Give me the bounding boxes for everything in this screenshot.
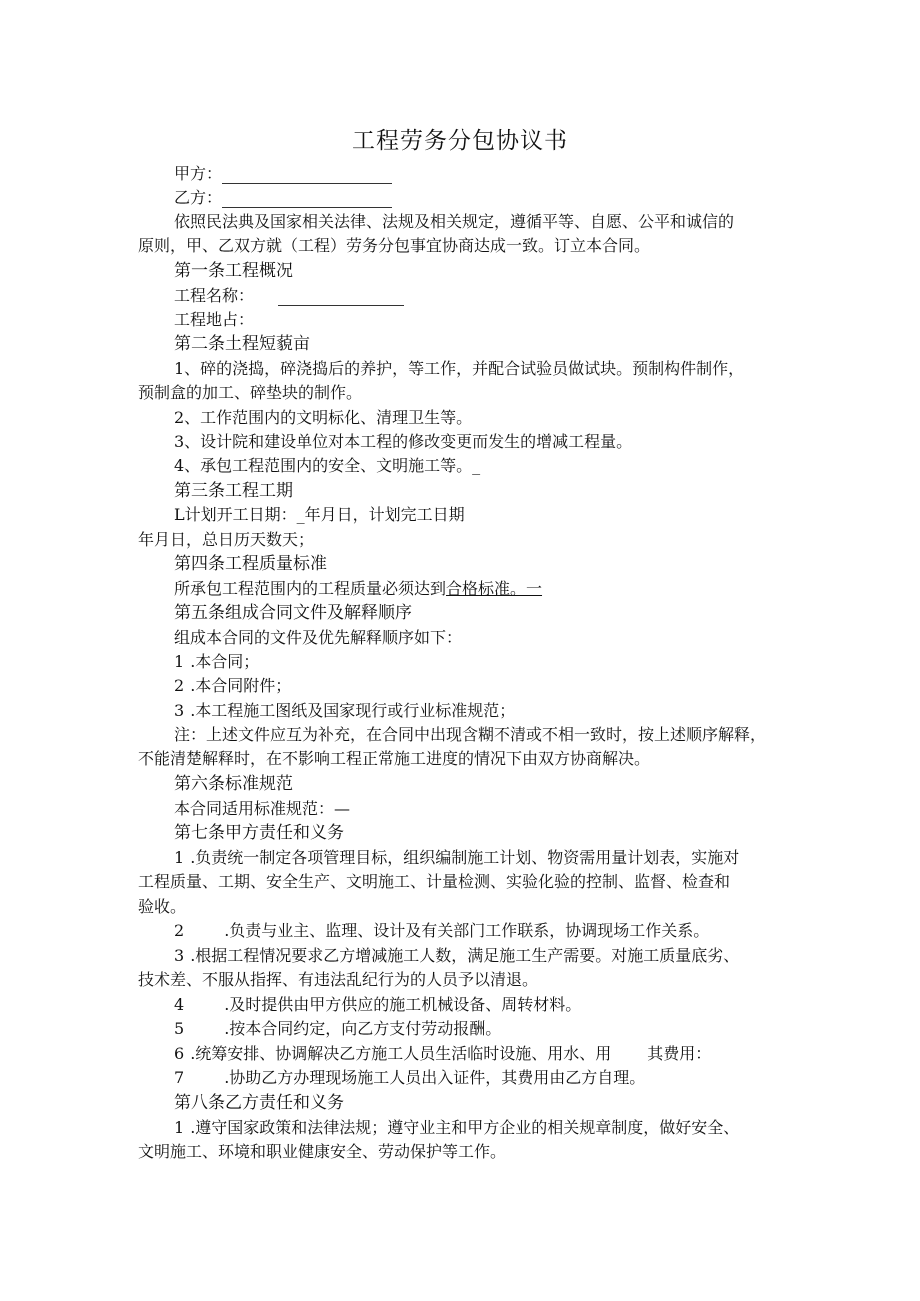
party-a-duty-2-text: .负责与业主、监理、设计及有关部门工作联系，协调现场工作关系。: [224, 921, 710, 940]
party-b-label: 乙方：: [174, 188, 223, 207]
quality-standard-line: [174, 579, 542, 599]
schedule-line-2: 年月日，总日历天数天；: [138, 530, 315, 549]
party-a-duty-1-number: 1: [174, 848, 185, 867]
scope-item-3: 3、设计院和建设单位对本工程的修改变更而发生的增减工程量。: [174, 432, 633, 451]
party-a-duty-1-line-2: 工程质量、工期、安全生产、文明施工、计量检测、实验化验的控制、监督、检查和: [138, 872, 731, 891]
article-6-heading: 第六条标准规范: [174, 774, 293, 794]
party-a-duty-6-text: .统筹安排、协调解决乙方施工人员生活临时设施、用水、用: [190, 1044, 612, 1063]
party-b-line: [174, 188, 392, 208]
article-7-heading: 第七条甲方责任和义务: [174, 823, 344, 843]
standards-line: 本合同适用标准规范：—: [174, 799, 351, 818]
party-a-duty-2: [174, 921, 709, 941]
document-title: 工程劳务分包协议书: [352, 128, 568, 154]
party-b-blank[interactable]: [222, 191, 392, 208]
project-name-blank[interactable]: [278, 289, 404, 306]
party-a-line: [174, 164, 392, 184]
party-b-duty-1-line-2: 文明施工、环境和职业健康安全、劳动保护等工作。: [138, 1142, 507, 1161]
documents-item-2: [174, 676, 291, 696]
documents-intro: 组成本合同的文件及优先解释顺序如下：: [174, 628, 463, 647]
documents-item-3-number: 3: [174, 701, 185, 720]
scope-item-2: 2、工作范围内的文明标化、清理卫生等。: [174, 408, 473, 427]
documents-note-line-2: 不能清楚解释时，在不影响工程正常施工进度的情况下由双方协商解决。: [138, 749, 651, 768]
party-a-duty-6: [174, 1044, 711, 1064]
party-a-blank[interactable]: [222, 167, 392, 184]
party-a-duty-3-number: 3: [174, 946, 185, 965]
article-2-heading: 第二条土程短藐亩: [174, 334, 310, 354]
documents-item-2-number: 2: [174, 676, 185, 695]
party-a-duty-5-text: .按本合同约定，向乙方支付劳动报酬。: [224, 1019, 502, 1038]
article-4-heading: 第四条工程质量标准: [174, 554, 327, 574]
quality-standard-text: 所承包工程范围内的工程质量必须达到: [174, 579, 447, 598]
article-8-heading: 第八条乙方责任和义务: [174, 1093, 344, 1113]
project-name-line: [174, 286, 404, 306]
party-a-duty-1-line-1: [174, 848, 739, 868]
party-a-duty-1-line-3: 验收。: [138, 897, 187, 916]
intro-line-1: 依照民法典及国家相关法律、法规及相关规定，遵循平等、自愿、公平和诚信的: [174, 212, 735, 231]
documents-item-1: [174, 652, 259, 672]
documents-item-3-text: .本工程施工图纸及国家现行或行业标准规范；: [190, 701, 516, 720]
party-b-duty-1-number: 1: [174, 1118, 185, 1137]
scope-item-4: 4、承包工程范围内的安全、文明施工等。_: [174, 456, 481, 475]
party-b-duty-1-line-1: [174, 1118, 739, 1138]
party-a-duty-2-number: 2: [174, 921, 185, 940]
quality-standard-underlined: 合格标准。一: [446, 579, 543, 598]
party-a-duty-7: [174, 1068, 645, 1088]
party-a-duty-3-text: .根据工程情况要求乙方增减施工人数，满足施工生产需要。对施工质量底劣、: [190, 946, 740, 965]
party-a-duty-1-text: .负责统一制定各项管理目标，组织编制施工计划、物资需用量计划表，实施对: [190, 848, 740, 867]
documents-item-2-text: .本合同附件；: [190, 676, 292, 695]
documents-note-line-1: 注：上述文件应互为补充，在合同中出现含糊不清或不相一致时，按上述顺序解释，: [174, 725, 767, 744]
party-a-duty-7-text: .协助乙方办理现场施工人员出入证件，其费用由乙方自理。: [224, 1068, 646, 1087]
party-a-label: 甲方：: [174, 164, 223, 183]
documents-item-3: [174, 701, 515, 721]
schedule-line-1: L计划开工日期：_年月日，计划完工日期: [174, 505, 465, 524]
article-5-heading: 第五条组成合同文件及解释顺序: [174, 603, 412, 623]
party-a-duty-5: [174, 1019, 501, 1039]
scope-item-1-line-1: 1、碎的浇捣，碎浇捣后的养护，等工作，并配合试验员做试块。预制构件制作，: [174, 359, 745, 378]
scope-item-1-line-2: 预制盒的加工、碎垫块的制作。: [138, 383, 363, 402]
project-name-label: 工程名称：: [174, 286, 255, 305]
project-location-line: 工程地占：: [174, 310, 255, 329]
documents-item-1-number: 1: [174, 652, 185, 671]
party-a-duty-4-number: 4: [174, 995, 185, 1014]
article-3-heading: 第三条工程工期: [174, 481, 293, 501]
party-a-duty-6-number: 6: [174, 1044, 185, 1063]
intro-line-2: 原则，甲、乙双方就（工程）劳务分包事宜协商达成一致。订立本合同。: [138, 236, 651, 255]
documents-item-1-text: .本合同；: [190, 652, 260, 671]
party-a-duty-5-number: 5: [174, 1019, 185, 1038]
party-a-duty-4: [174, 995, 581, 1015]
party-b-duty-1-text: .遵守国家政策和法律法规；遵守业主和甲方企业的相关规章制度，做好安全、: [190, 1118, 740, 1137]
article-1-heading: 第一条工程概况: [174, 261, 293, 281]
party-a-duty-7-number: 7: [174, 1068, 185, 1087]
party-a-duty-4-text: .及时提供由甲方供应的施工机械设备、周转材料。: [224, 995, 582, 1014]
party-a-duty-3-line-2: 技术差、不服从指挥、有违法乱纪行为的人员予以清退。: [138, 970, 539, 989]
party-a-duty-3-line-1: [174, 946, 739, 966]
party-a-duty-6-cost: 其费用：: [647, 1044, 712, 1063]
